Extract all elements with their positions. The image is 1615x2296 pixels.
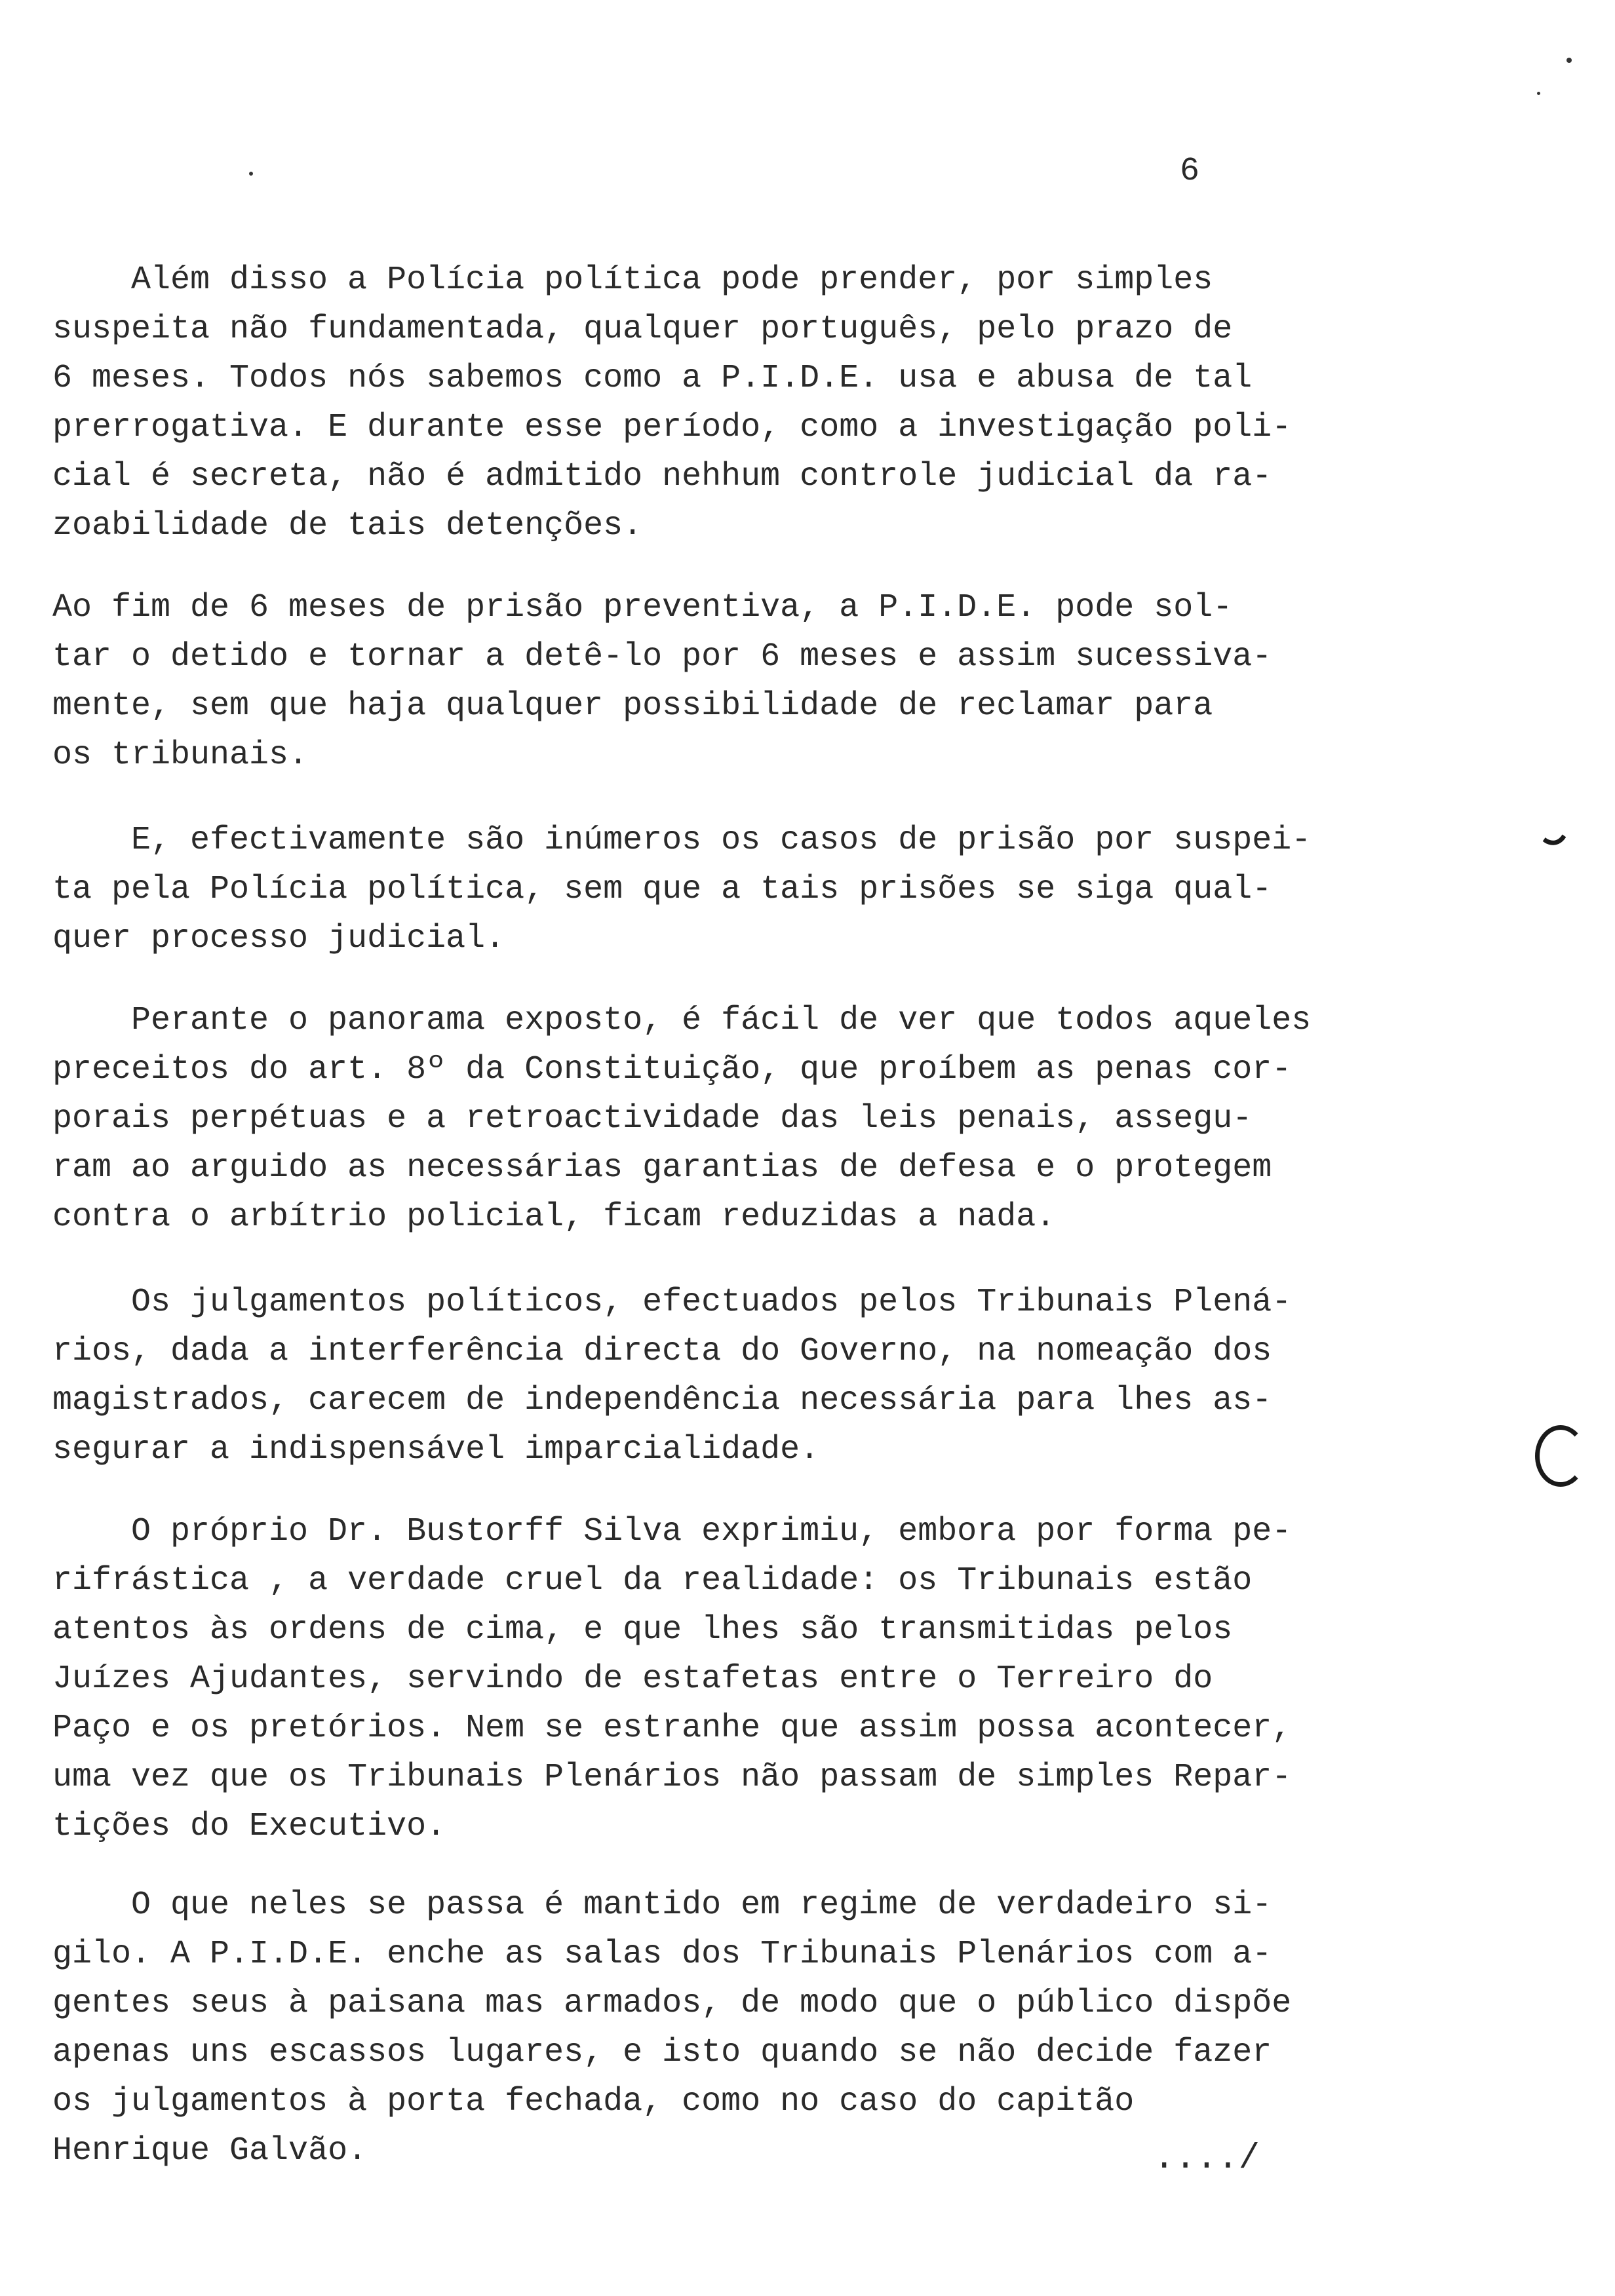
text-line: tar o detido e tornar a detê-lo por 6 meses e assim sucessiva- [52, 638, 1272, 676]
text-line: 6 meses. Todos nós sabemos como a P.I.D.E. usa e abusa de tal [52, 360, 1253, 397]
text-line: rifrástica , a verdade cruel da realidade: os Tribunais estão [52, 1562, 1253, 1599]
text-line: os julgamentos à porta fechada, como no caso do capitão [52, 2083, 1135, 2120]
text-line: Henrique Galvão. [52, 2132, 368, 2170]
text-line: zoabilidade de tais detenções. [52, 507, 643, 545]
text-line: preceitos do art. 8º da Constituição, que proíbem as penas cor- [52, 1051, 1292, 1088]
text-line: Paço e os pretórios. Nem se estranhe que assim possa acontecer, [52, 1710, 1292, 1747]
text-line: porais perpétuas e a retroactividade das leis penais, assegu- [52, 1100, 1253, 1138]
text-line: Perante o panorama exposto, é fácil de ver que todos aqueles [131, 1002, 1312, 1039]
text-line: rios, dada a interferência directa do Governo, na nomeação dos [52, 1333, 1272, 1370]
text-line: ram ao arguido as necessárias garantias de defesa e o protegem [52, 1149, 1272, 1187]
paragraph-5 [52, 1278, 1337, 1474]
text-line: O que neles se passa é mantido em regime de verdadeiro si- [131, 1886, 1272, 1924]
text-line: uma vez que os Tribunais Plenários não passam de simples Repar- [52, 1759, 1292, 1796]
continuation-mark: ..../ [1154, 2139, 1260, 2179]
text-line: ta pela Polícia política, sem que a tais prisões se siga qual- [52, 871, 1272, 908]
margin-pen-mark [1535, 1425, 1586, 1487]
paragraph-4 [52, 996, 1337, 1242]
text-line: apenas uns escassos lugares, e isto quando se não decide fazer [52, 2034, 1272, 2071]
text-line: atentos às ordens de cima, e que lhes são transmitidas pelos [52, 1611, 1233, 1649]
text-line: Juízes Ajudantes, servindo de estafetas entre o Terreiro do [52, 1660, 1213, 1698]
text-line: Além disso a Polícia política pode prender, por simples [131, 261, 1213, 299]
text-line: cial é secreta, não é admitido nehhum controle judicial da ra- [52, 458, 1272, 495]
text-line: magistrados, carecem de independência necessária para lhes as- [52, 1382, 1272, 1419]
text-line: Ao fim de 6 meses de prisão preventiva, a P.I.D.E. pode sol- [52, 589, 1233, 626]
text-line: contra o arbítrio policial, ficam reduzidas a nada. [52, 1198, 1056, 1236]
scan-speck [249, 172, 253, 176]
paragraph-7 [52, 1881, 1337, 2175]
text-line: gentes seus à paisana mas armados, de modo que o público dispõe [52, 1985, 1292, 2022]
margin-pen-mark [1530, 797, 1572, 848]
paragraph-3 [52, 816, 1337, 963]
scan-speck [1566, 58, 1572, 63]
text-line: gilo. A P.I.D.E. enche as salas dos Tribunais Plenários com a- [52, 1936, 1272, 1973]
text-line: O próprio Dr. Bustorff Silva exprimiu, embora por forma pe- [131, 1513, 1292, 1550]
page-number: 6 [1180, 153, 1200, 190]
text-line: mente, sem que haja qualquer possibilidade de reclamar para [52, 687, 1213, 725]
scan-speck [1537, 92, 1540, 95]
text-line: tições do Executivo. [52, 1808, 446, 1845]
text-line: E, efectivamente são inúmeros os casos de prisão por suspei- [131, 822, 1312, 859]
paragraph-1 [52, 256, 1337, 550]
text-line: prerrogativa. E durante esse período, como a investigação poli- [52, 409, 1292, 446]
text-line: segurar a indispensável imparcialidade. [52, 1431, 820, 1468]
paragraph-6 [52, 1507, 1337, 1851]
text-line: Os julgamentos políticos, efectuados pelos Tribunais Plená- [131, 1284, 1292, 1321]
text-line: suspeita não fundamentada, qualquer português, pelo prazo de [52, 311, 1233, 348]
paragraph-2 [52, 583, 1337, 780]
text-line: os tribunais. [52, 737, 309, 774]
text-line: quer processo judicial. [52, 920, 505, 957]
